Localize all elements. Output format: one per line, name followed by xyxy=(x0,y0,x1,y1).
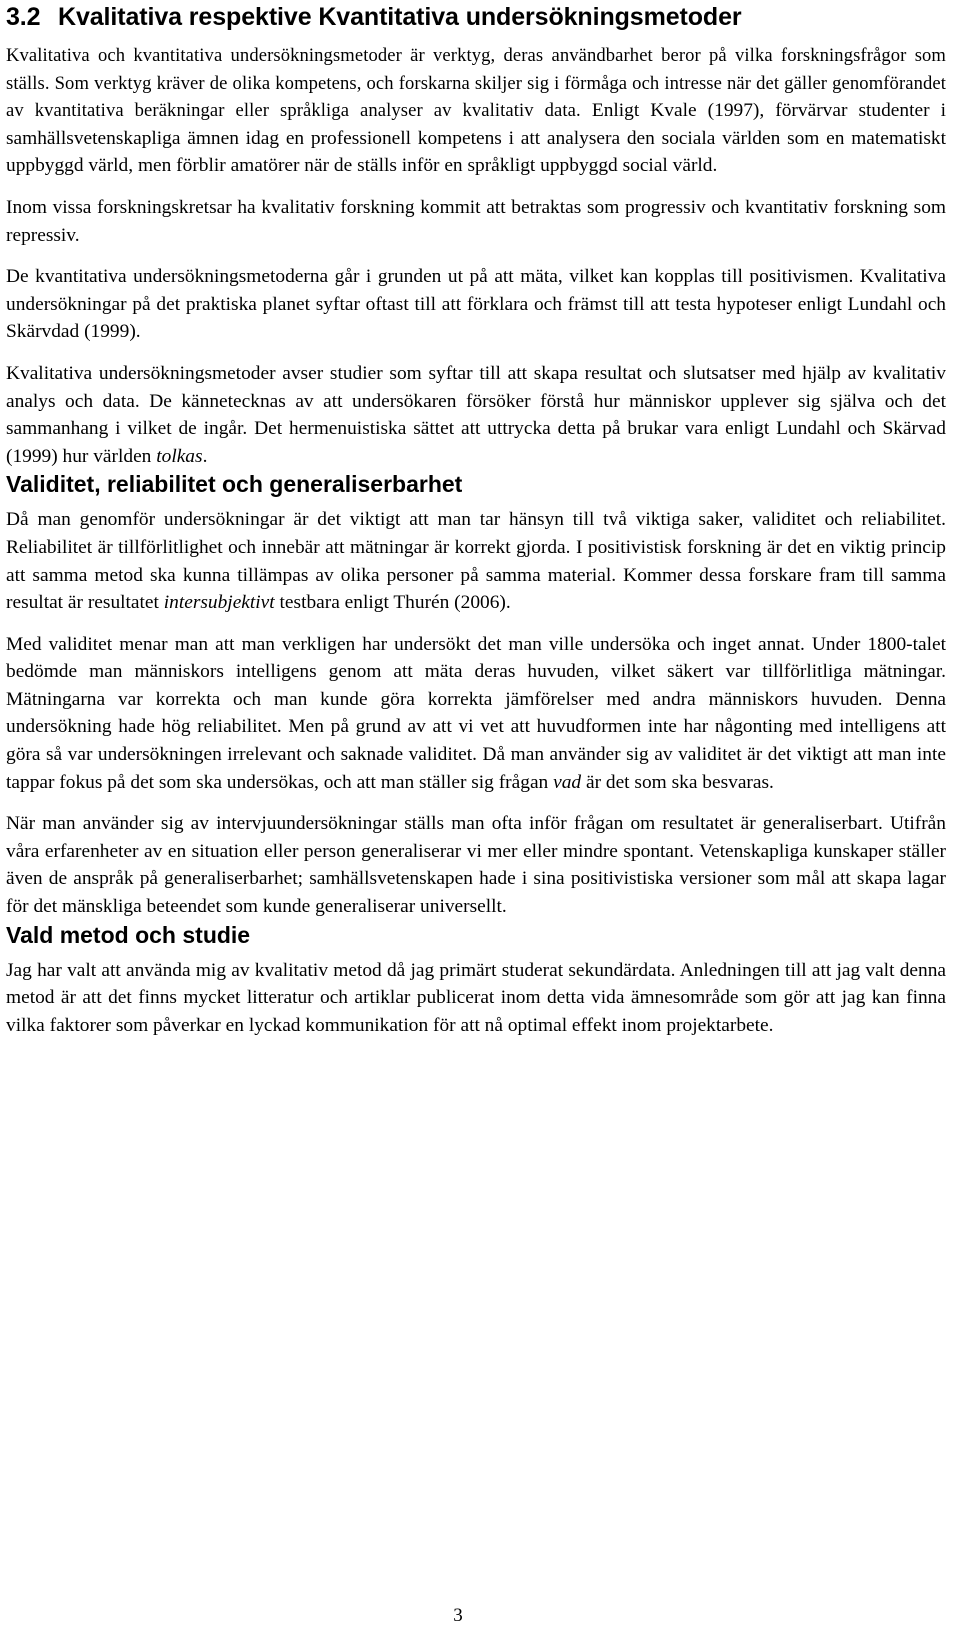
paragraph-reliability xyxy=(6,506,946,616)
method-heading: Vald metod och studie xyxy=(6,921,251,948)
reliability-text-end: testbara enligt Thurén (2006). xyxy=(274,592,511,614)
reliability-text: Då man genomför undersökningar är det viktigt att man tar hänsyn till två viktiga saker, validitet och reliabilitet. Reliabilitet är tillförlitlighet och innebär att mätningar är korrekt gjorda. I positivistisk forskning är det en viktig princip att samma metod ska kunna tillämpas av olika personer på samma material. Kommer dessa forskare fram till samma resultat är resultatet xyxy=(6,509,946,614)
intro-text-serif: Enligt Kvale (1997), förvärvar studenter i samhällsvetenskapliga ämnen idag en professionell kompetens i att analysera den sociala världen som en matematiskt uppbyggd värld, men förblir amatörer när de ställs inför en språkligt uppbyggd social värld. xyxy=(6,100,947,177)
intro-text-sans: Kvalitativa och kvantitativa undersökningsmetoder är verktyg, deras användbarhet beror på vilka forskningsfrågor som ställs. Som verktyg kräver de olika kompetens, och forskarna skiljer sig i förmåga och intresse när det gäller genomförandet av kvantitativa beräkningar eller språkliga analyser av kvalitativ data. xyxy=(6,45,946,122)
validity-text: Med validitet menar man att man verkligen har undersökt det man ville undersöka och inget annat. Under 1800-talet bedömde man människors intelligens genom att mäta deras huvuden, vilket säkert var tillförlitliga mätningar. Mätningarna var korrekta och man kunde göra korrekta jämförelser med andra människors huvuden. Denna undersökning hade hög reliabilitet. Men på grund av att vi vet att huvudformen inte har någonting med intelligens att göra så var undersökningen irrelevant och saknade validitet. Då man använder sig av validitet är det viktigt att man inte tappar fokus på det som ska undersökas, och att man ställer sig frågan xyxy=(6,633,946,793)
paragraph-quantitative: De kvantitativa undersökningsmetoderna går i grunden ut på att mäta, vilket kan kopplas till positivismen. Kvalitativa undersökningar på det praktiska planet syftar oftast till att förklara och främst till att testa hypoteser enligt Lundahl och Skärvdad (1999). xyxy=(6,266,946,343)
paragraph-qualitative xyxy=(6,360,946,470)
section-heading xyxy=(6,0,946,32)
validity-heading: Validitet, reliabilitet och generaliserbarhet xyxy=(6,471,463,498)
paragraph-method: Jag har valt att använda mig av kvalitativ metod då jag primärt studerat sekundärdata. Anledningen till att jag valt denna metod är att det finns mycket litteratur och artiklar publicerat inom detta vida ämnesområde som gör att jag kan finna vilka faktorer som påverkar en lyckad kommunikation för att nå optimal effekt inom projektarbete. xyxy=(6,959,946,1036)
emphasis-intersubjektivt: intersubjektivt xyxy=(163,592,275,614)
paragraph-validity xyxy=(6,631,946,797)
paragraph-progressive: Inom vissa forskningskretsar ha kvalitativ forskning kommit att betraktas som progressiv och kvantitativ forskning som repressiv. xyxy=(6,196,946,246)
paragraph-generalizability: När man använder sig av intervjuundersökningar ställs man ofta inför frågan om resultatet är generaliserbart. Utifrån våra erfarenheter av en situation eller person generaliserar vi mer eller mindre spontant. Vetenskapliga kunskaper ställer även de anspråk på generaliserbarhet; samhällsvetenskapen hade i sina positivistiska versioner som mål att skapa lagar för det mänskliga beteendet som kunde generaliserar universellt. xyxy=(6,813,946,918)
section-number: 3.2 xyxy=(6,3,41,31)
section-title: Kvalitativa respektive Kvantitativa undersökningsmetoder xyxy=(58,3,742,31)
page-number: 3 xyxy=(453,1605,463,1626)
validity-text-end: är det som ska besvaras. xyxy=(581,771,774,793)
document-page xyxy=(6,0,946,1039)
emphasis-tolkas: tolkas xyxy=(156,445,203,467)
intro-paragraph xyxy=(6,42,946,180)
qualitative-text-end: . xyxy=(202,445,208,467)
qualitative-text: Kvalitativa undersökningsmetoder avser studier som syftar till att skapa resultat och slutsatser med hjälp av kvalitativ analys och data. De kännetecknas av att undersökaren försöker förstå hur människor upplever sig själva och det sammanhang i vilket de ingår. Det hermenuistiska sättet att uttrycka detta på brukar vara enligt Lundahl och Skärvad (1999) hur världen xyxy=(6,362,946,467)
emphasis-vad: vad xyxy=(553,771,582,793)
